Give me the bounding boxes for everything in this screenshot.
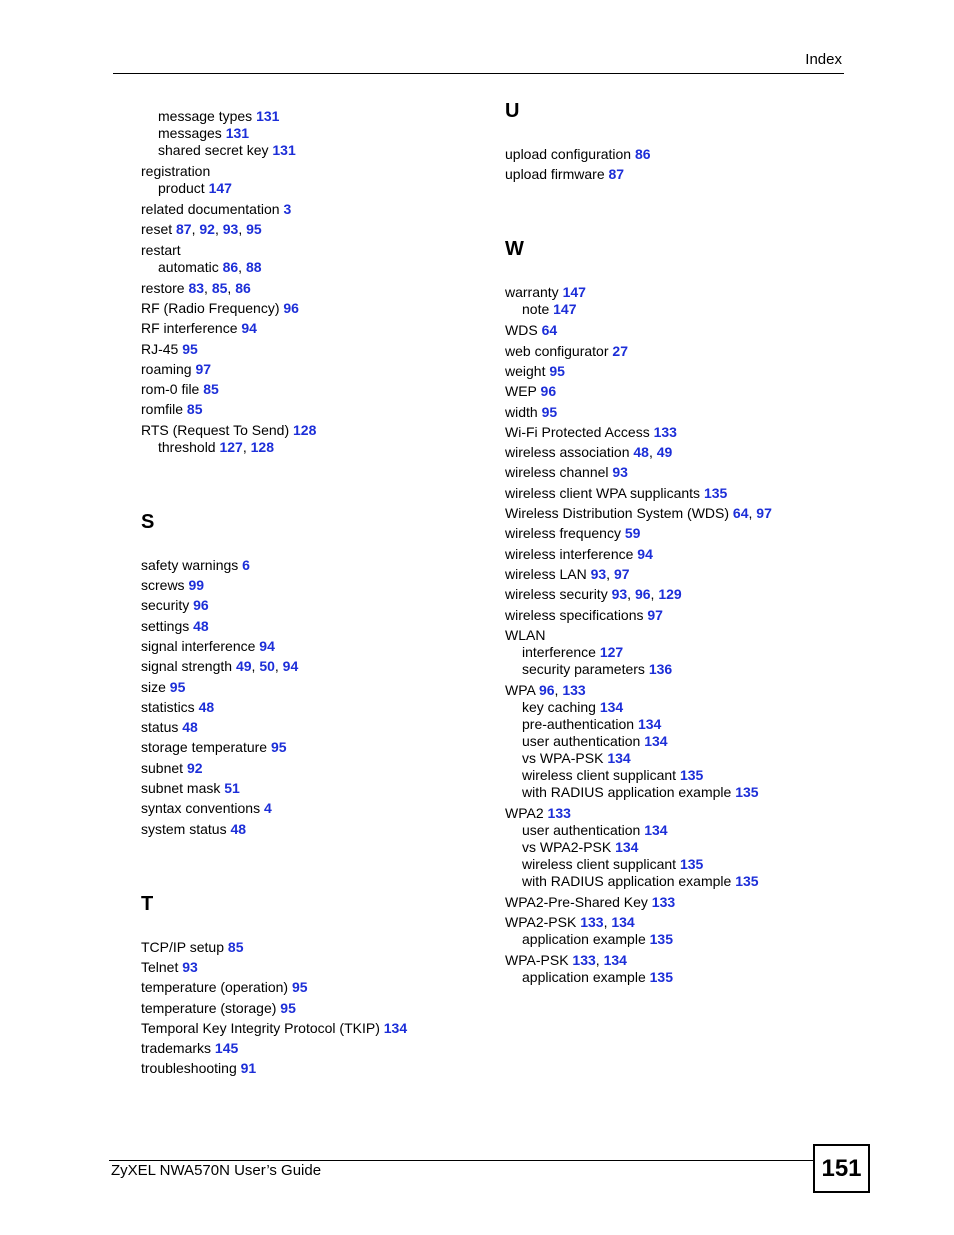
index-term: WPA2-Pre-Shared Key	[505, 893, 648, 910]
index-entry	[141, 679, 185, 696]
page-ref-link[interactable]: 95	[549, 362, 565, 379]
index-term: vs WPA2-PSK	[522, 838, 612, 855]
page-ref-link[interactable]: 64	[541, 322, 558, 339]
page-ref-link[interactable]: 93	[612, 464, 628, 481]
page-ref-link[interactable]: 93	[182, 958, 198, 975]
index-term: TCP/IP setup	[141, 938, 225, 955]
index-subentry	[522, 733, 668, 750]
index-term: threshold	[158, 438, 216, 455]
index-entry	[141, 201, 291, 218]
index-entry: WPA2-PSK 133, 134	[505, 914, 635, 931]
page-ref-link[interactable]: 6	[242, 556, 250, 573]
header-divider	[113, 73, 844, 74]
page-ref-link[interactable]: 94	[282, 658, 299, 675]
index-entry	[141, 739, 287, 756]
index-subentry	[522, 661, 672, 678]
page-header-title: Index	[805, 51, 842, 68]
index-term: pre-authentication	[522, 715, 635, 732]
index-entry	[505, 284, 586, 301]
index-entry: restore 83, 85, 86	[141, 279, 251, 296]
index-subentry	[522, 856, 703, 873]
page-ref-link[interactable]: 49	[235, 658, 252, 675]
index-entry	[505, 146, 651, 163]
index-term: statistics	[141, 698, 195, 715]
index-entry	[505, 404, 557, 421]
index-entry	[141, 939, 243, 956]
index-entry	[141, 959, 198, 976]
index-entry	[141, 361, 211, 378]
index-subentry	[522, 644, 623, 661]
index-entry	[505, 424, 677, 441]
page-ref-link[interactable]: 48	[198, 698, 215, 715]
index-subentry	[522, 873, 759, 890]
page-ref-link[interactable]: 127	[219, 438, 243, 455]
index-term: size	[141, 678, 166, 695]
index-term: WDS	[505, 322, 538, 339]
page-ref-link[interactable]: 135	[703, 484, 728, 501]
index-term: system status	[141, 820, 227, 837]
index-term: Telnet	[141, 958, 179, 975]
index-subentry	[158, 142, 296, 159]
index-term: wireless association	[505, 444, 630, 461]
index-subentry	[522, 839, 638, 856]
index-term: reset	[141, 221, 173, 238]
page-ref-link[interactable]: 134	[611, 914, 635, 931]
index-letter-heading: W	[505, 238, 524, 261]
page-number: 151	[821, 1154, 862, 1182]
index-subentry: automatic 86, 88	[158, 258, 262, 275]
page-ref-link[interactable]: 134	[644, 732, 668, 749]
index-term: Wireless Distribution System (WDS)	[505, 505, 730, 521]
index-entry	[141, 780, 240, 797]
index-entry	[505, 322, 557, 339]
page-ref-link[interactable]: 87	[608, 166, 625, 183]
page-ref-link[interactable]: 51	[224, 780, 240, 796]
index-entry	[141, 1060, 256, 1077]
index-entry	[141, 638, 275, 655]
page-ref-link[interactable]: 48	[230, 820, 247, 837]
index-term: settings	[141, 617, 190, 634]
index-term: wireless specifications	[505, 606, 644, 623]
index-entry: wireless security 93, 96, 129	[505, 586, 682, 603]
index-term: user authentication	[522, 821, 641, 838]
page-ref-link[interactable]: 131	[225, 125, 250, 141]
page-ref-link[interactable]: 64	[732, 505, 749, 521]
index-term: with RADIUS application example	[522, 872, 732, 889]
page-ref-link[interactable]: 96	[193, 597, 209, 614]
index-subentry	[522, 931, 673, 948]
index-term: restart	[141, 241, 181, 258]
index-subentry	[522, 767, 703, 784]
page-ref-link[interactable]: 97	[756, 505, 772, 521]
index-term: status	[141, 719, 179, 736]
page-ref-link[interactable]: 134	[603, 952, 627, 969]
index-term: subnet	[141, 759, 184, 776]
page-ref-link[interactable]: 86	[635, 146, 651, 162]
index-term: web configurator	[505, 342, 609, 359]
index-subentry	[522, 699, 623, 716]
page-ref-link[interactable]: 147	[553, 301, 577, 318]
index-entry	[141, 1000, 296, 1017]
index-term: storage temperature	[141, 739, 268, 756]
index-entry	[141, 1020, 407, 1037]
index-entry	[141, 821, 246, 838]
page-ref-link[interactable]: 94	[637, 545, 653, 562]
index-entry	[505, 464, 628, 481]
page-ref-link[interactable]: 95	[291, 979, 308, 996]
page-ref-link[interactable]: 128	[250, 438, 274, 455]
index-entry	[505, 607, 663, 624]
index-letter-heading: T	[141, 892, 154, 915]
index-term: key caching	[522, 698, 596, 715]
index-subentry	[522, 822, 668, 839]
index-term: WPA2	[505, 804, 544, 821]
page-ref-link[interactable]: 95	[182, 340, 198, 357]
page-ref-link[interactable]: 4	[263, 800, 272, 817]
index-entry	[505, 627, 545, 644]
page-ref-link[interactable]: 133	[547, 804, 571, 821]
index-term: security	[141, 597, 190, 614]
index-term: related documentation	[141, 201, 280, 217]
index-entry	[505, 166, 624, 183]
index-subentry	[522, 301, 577, 318]
index-entry	[505, 894, 675, 911]
index-term: rom-0 file	[141, 381, 200, 398]
page-ref-link[interactable]: 85	[211, 279, 228, 296]
page-ref-link[interactable]: 97	[195, 360, 212, 377]
index-entry	[141, 800, 272, 817]
page-ref-link[interactable]: 136	[648, 660, 673, 677]
page-ref-link[interactable]: 135	[735, 783, 759, 800]
index-entry	[141, 320, 257, 337]
page-ref-link[interactable]: 135	[679, 855, 704, 872]
index-entry	[141, 341, 198, 358]
index-term: upload firmware	[505, 166, 605, 183]
page-ref-link[interactable]: 134	[607, 749, 631, 766]
index-term: RTS (Request To Send)	[141, 421, 290, 438]
index-term: warranty	[505, 284, 559, 301]
page-ref-link[interactable]: 97	[647, 606, 663, 623]
index-entry	[141, 699, 214, 716]
page-ref-link[interactable]: 133	[572, 952, 596, 969]
page-ref-link[interactable]: 93	[222, 221, 239, 238]
page-ref-link[interactable]: 135	[735, 872, 759, 889]
page-ref-link[interactable]: 48	[182, 719, 198, 736]
page-ref-link[interactable]: 129	[658, 586, 682, 603]
index-term: troubleshooting	[141, 1060, 237, 1077]
page-ref-link[interactable]: 147	[562, 284, 586, 301]
page-ref-link[interactable]: 59	[624, 525, 641, 542]
page-ref-link[interactable]: 95	[541, 403, 558, 420]
page-ref-link[interactable]: 134	[615, 838, 639, 855]
index-term: wireless interference	[505, 545, 634, 562]
page-ref-link[interactable]: 83	[188, 279, 205, 296]
page-ref-link[interactable]: 27	[612, 342, 628, 359]
index-subentry	[158, 125, 249, 142]
page-ref-link[interactable]: 3	[283, 201, 292, 217]
index-subentry	[522, 750, 631, 767]
index-entry	[141, 618, 209, 635]
index-term: Temporal Key Integrity Protocol (TKIP)	[141, 1019, 380, 1036]
page-ref-link[interactable]: 134	[644, 821, 668, 838]
page-ref-link[interactable]: 48	[193, 617, 209, 634]
index-entry	[141, 760, 203, 777]
index-term: wireless channel	[505, 464, 609, 481]
page-ref-link[interactable]: 95	[169, 678, 186, 695]
index-term: wireless LAN	[505, 565, 587, 582]
index-term: with RADIUS application example	[522, 783, 732, 800]
index-entry: WPA 96, 133	[505, 681, 586, 698]
index-entry	[141, 401, 202, 418]
index-term: RF (Radio Frequency)	[141, 299, 280, 316]
page-ref-link[interactable]: 145	[214, 1040, 239, 1057]
index-entry	[141, 242, 181, 259]
index-term: restore	[141, 279, 185, 296]
index-letter-heading: S	[141, 510, 155, 533]
index-term: WPA-PSK	[505, 952, 569, 969]
index-entry	[141, 300, 299, 317]
page-ref-link[interactable]: 85	[186, 401, 203, 418]
page-ref-link[interactable]: 133	[653, 423, 677, 440]
index-term: wireless client supplicant	[522, 766, 677, 783]
index-term: width	[505, 403, 538, 420]
index-term: application example	[522, 931, 646, 948]
index-term: syntax conventions	[141, 800, 261, 817]
page-ref-link[interactable]: 134	[599, 698, 624, 715]
page-ref-link[interactable]: 85	[227, 938, 244, 955]
page-ref-link[interactable]: 91	[240, 1060, 257, 1077]
index-term: weight	[505, 362, 546, 379]
page-ref-link[interactable]: 50	[259, 658, 275, 675]
page-ref-link[interactable]: 95	[280, 999, 296, 1016]
index-subentry: threshold 127, 128	[158, 438, 274, 455]
index-term: romfile	[141, 401, 184, 418]
page-ref-link[interactable]: 48	[633, 444, 649, 461]
index-term: user authentication	[522, 732, 641, 749]
index-term: trademarks	[141, 1040, 212, 1057]
page-ref-link[interactable]: 87	[176, 221, 192, 238]
index-entry	[141, 979, 308, 996]
index-term: wireless frequency	[505, 525, 621, 542]
index-entry: Wireless Distribution System (WDS) 64, 97	[505, 505, 772, 521]
index-term: RF interference	[141, 320, 238, 337]
index-term: note	[522, 301, 550, 318]
index-term: messages	[158, 125, 222, 141]
index-entry	[141, 163, 210, 180]
page-ref-link[interactable]: 49	[656, 444, 673, 461]
index-term: safety warnings	[141, 556, 239, 573]
page-ref-link[interactable]: 94	[259, 637, 275, 654]
page-ref-link[interactable]: 134	[637, 715, 662, 732]
index-entry: WPA-PSK 133, 134	[505, 952, 627, 969]
index-entry	[505, 805, 571, 822]
index-entry: wireless LAN 93, 97	[505, 565, 630, 582]
index-term: WLAN	[505, 626, 546, 643]
index-term: security parameters	[522, 660, 645, 677]
index-term: registration	[141, 163, 211, 179]
index-subentry	[522, 716, 661, 733]
index-term: WPA2-PSK	[505, 914, 577, 931]
page-ref-link[interactable]: 97	[613, 565, 630, 582]
page-ref-link[interactable]: 133	[651, 893, 676, 910]
index-term: wireless security	[505, 586, 608, 603]
index-term: WPA	[505, 681, 536, 698]
page-ref-link[interactable]: 131	[256, 108, 280, 124]
index-term: wireless client supplicant	[522, 855, 677, 872]
index-entry	[141, 381, 219, 398]
footer-divider	[109, 1160, 814, 1161]
index-subentry	[522, 784, 759, 801]
index-term: signal interference	[141, 637, 256, 654]
index-term: wireless client WPA supplicants	[505, 484, 701, 501]
index-term: RJ-45	[141, 340, 179, 357]
index-subentry	[522, 969, 673, 986]
page-ref-link[interactable]: 147	[208, 180, 232, 196]
page-ref-link[interactable]: 96	[540, 383, 557, 400]
page-ref-link[interactable]: 133	[580, 914, 604, 931]
page-ref-link[interactable]: 99	[188, 577, 205, 593]
index-entry	[505, 363, 565, 380]
page-ref-link[interactable]: 93	[590, 565, 607, 582]
page-ref-link[interactable]: 85	[203, 381, 219, 398]
page-ref-link[interactable]: 127	[599, 643, 624, 660]
index-term: signal strength	[141, 658, 233, 675]
index-term: Wi-Fi Protected Access	[505, 423, 650, 440]
page-ref-link[interactable]: 92	[186, 759, 203, 776]
index-entry	[505, 383, 556, 400]
page-ref-link[interactable]: 95	[246, 221, 262, 238]
index-subentry	[158, 180, 232, 197]
page-ref-link[interactable]: 131	[272, 142, 296, 158]
index-term: product	[158, 180, 205, 196]
footer-guide-title: ZyXEL NWA570N User’s Guide	[111, 1162, 322, 1179]
index-entry	[505, 485, 727, 502]
page-ref-link[interactable]: 92	[199, 221, 215, 238]
index-term: vs WPA-PSK	[522, 749, 604, 766]
index-term: application example	[522, 969, 646, 986]
index-term: temperature (operation)	[141, 979, 289, 996]
index-term: shared secret key	[158, 142, 269, 158]
index-entry	[505, 546, 653, 563]
index-entry	[141, 1040, 238, 1057]
index-entry	[141, 422, 316, 439]
index-entry: signal strength 49, 50, 94	[141, 658, 299, 675]
page-ref-link[interactable]: 96	[634, 586, 651, 603]
index-entry	[141, 557, 250, 574]
index-entry	[141, 597, 209, 614]
index-term: subnet mask	[141, 780, 221, 796]
index-entry	[505, 525, 640, 542]
index-entry: wireless association 48, 49	[505, 444, 673, 461]
page-ref-link[interactable]: 86	[235, 279, 251, 296]
page-ref-link[interactable]: 135	[679, 766, 704, 783]
index-entry	[141, 577, 204, 594]
page-ref-link[interactable]: 88	[245, 258, 262, 275]
index-term: automatic	[158, 258, 219, 275]
page-ref-link[interactable]: 93	[611, 586, 628, 603]
page-ref-link[interactable]: 96	[283, 299, 299, 316]
page-ref-link[interactable]: 128	[293, 421, 317, 438]
page-ref-link[interactable]: 95	[270, 739, 287, 756]
page-ref-link[interactable]: 134	[383, 1019, 408, 1036]
page-ref-link[interactable]: 135	[649, 969, 673, 986]
index-term: screws	[141, 577, 185, 593]
index-term: roaming	[141, 360, 192, 377]
page-ref-link[interactable]: 96	[538, 681, 555, 698]
page-number-box	[813, 1144, 870, 1193]
page-ref-link[interactable]: 133	[562, 681, 586, 698]
page-ref-link[interactable]: 86	[222, 258, 239, 275]
index-term: interference	[522, 643, 596, 660]
index-term: message types	[158, 108, 253, 124]
index-entry	[505, 343, 628, 360]
index-term: WEP	[505, 383, 537, 400]
index-letter-heading: U	[505, 100, 520, 122]
index-subentry	[158, 108, 279, 125]
index-entry: reset 87, 92, 93, 95	[141, 221, 262, 238]
index-term: upload configuration	[505, 146, 632, 162]
page-ref-link[interactable]: 94	[241, 320, 257, 337]
index-term: temperature (storage)	[141, 999, 277, 1016]
index-entry	[141, 719, 198, 736]
page-ref-link[interactable]: 135	[649, 931, 673, 948]
